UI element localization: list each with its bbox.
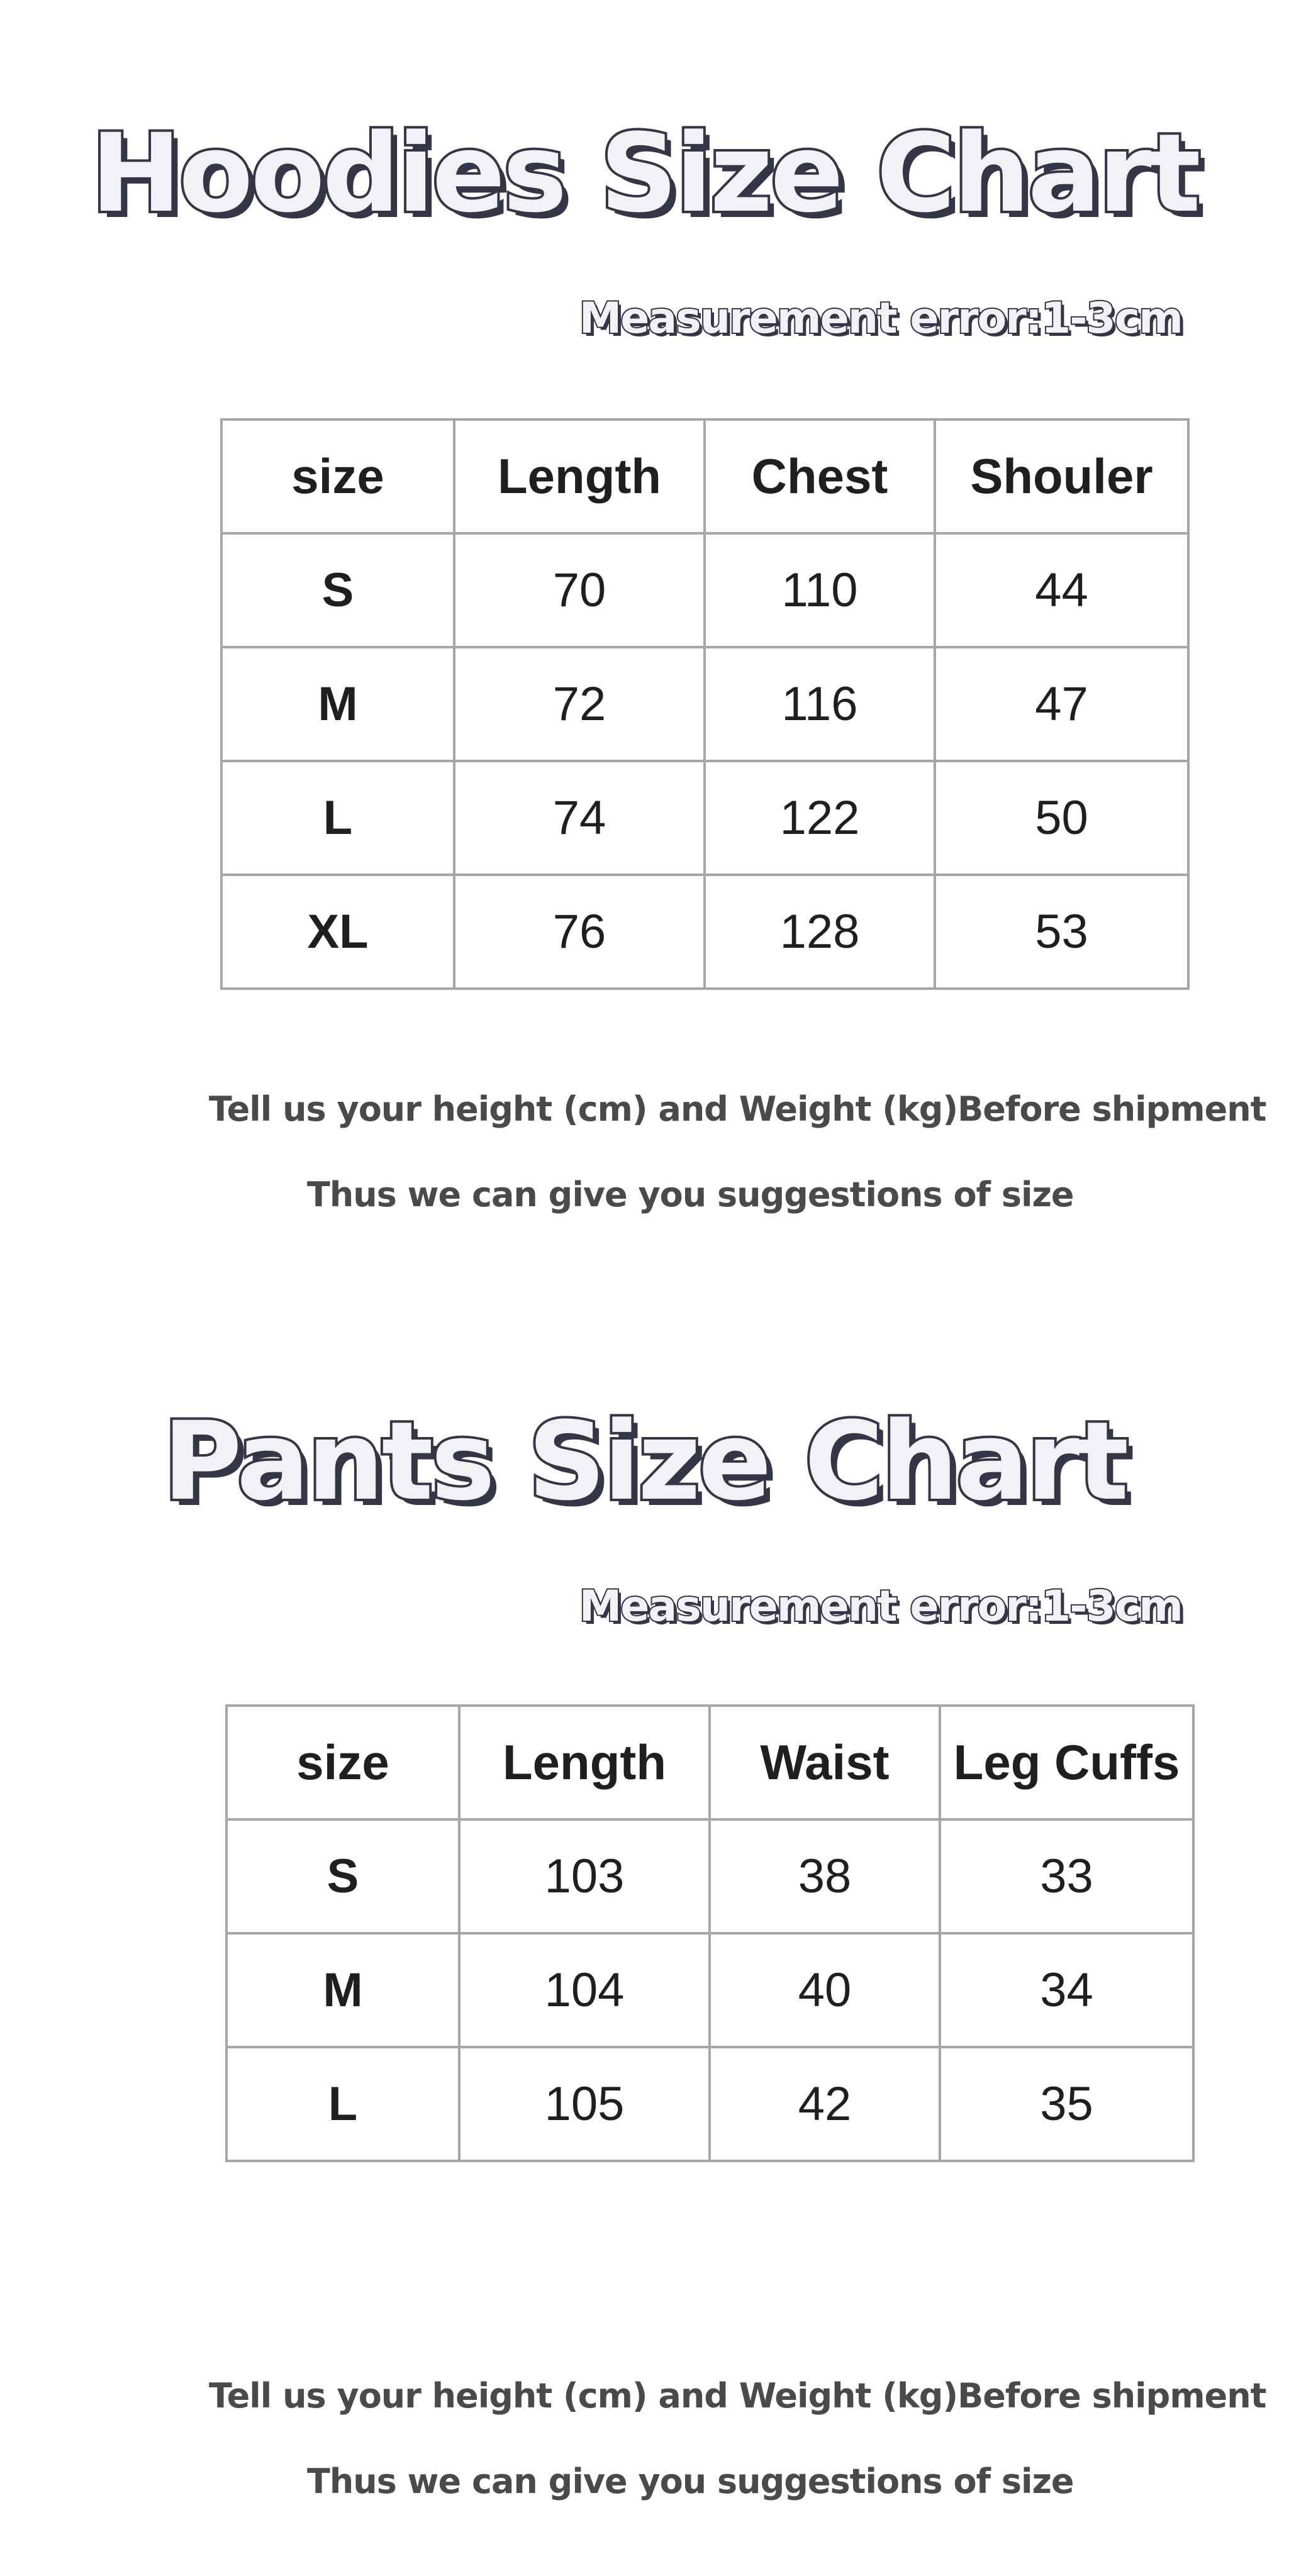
header-cell: Chest	[705, 419, 935, 533]
table-row	[226, 1819, 1193, 1933]
table-header-row	[221, 419, 1188, 533]
hoodies-note-line2: Thus we can give you suggestions of size	[307, 1175, 1074, 1214]
header-cell: Length	[459, 1706, 710, 1819]
shoulder-cell: 50	[935, 761, 1188, 875]
chest-cell: 116	[705, 647, 935, 761]
pants-note-line1: Tell us your height (cm) and Weight (kg)Before shipment	[209, 2376, 1266, 2416]
hoodies-title: Hoodies Size Chart	[91, 110, 1198, 236]
shoulder-cell: 47	[935, 647, 1188, 761]
header-cell: Length	[454, 419, 705, 533]
table-row	[226, 1933, 1193, 2047]
header-cell: Waist	[710, 1706, 940, 1819]
pants-size-table	[225, 1704, 1195, 2162]
length-cell: 103	[459, 1819, 710, 1933]
pants-title: Pants Size Chart	[162, 1398, 1127, 1524]
table-row	[226, 2047, 1193, 2161]
length-cell: 76	[454, 875, 705, 989]
waist-cell: 40	[710, 1933, 940, 2047]
shoulder-cell: 44	[935, 533, 1188, 647]
chest-cell: 128	[705, 875, 935, 989]
size-cell: S	[226, 1819, 459, 1933]
length-cell: 105	[459, 2047, 710, 2161]
length-cell: 74	[454, 761, 705, 875]
table-row	[221, 647, 1188, 761]
hoodies-note-line1: Tell us your height (cm) and Weight (kg)Before shipment	[209, 1089, 1266, 1129]
header-cell: Leg Cuffs	[940, 1706, 1193, 1819]
size-cell: M	[226, 1933, 459, 2047]
length-cell: 70	[454, 533, 705, 647]
size-cell: M	[221, 647, 454, 761]
size-cell: L	[221, 761, 454, 875]
leg-cuffs-cell: 33	[940, 1819, 1193, 1933]
header-cell: size	[221, 419, 454, 533]
hoodies-measurement-note: Measurement error:1-3cm	[579, 294, 1182, 343]
waist-cell: 38	[710, 1819, 940, 1933]
pants-note-line2: Thus we can give you suggestions of size	[307, 2462, 1074, 2501]
pants-measurement-note: Measurement error:1-3cm	[579, 1582, 1182, 1631]
length-cell: 104	[459, 1933, 710, 2047]
size-cell: S	[221, 533, 454, 647]
shoulder-cell: 53	[935, 875, 1188, 989]
chest-cell: 110	[705, 533, 935, 647]
size-cell: L	[226, 2047, 459, 2161]
length-cell: 72	[454, 647, 705, 761]
header-cell: size	[226, 1706, 459, 1819]
table-row	[221, 761, 1188, 875]
leg-cuffs-cell: 35	[940, 2047, 1193, 2161]
chest-cell: 122	[705, 761, 935, 875]
table-row	[221, 875, 1188, 989]
leg-cuffs-cell: 34	[940, 1933, 1193, 2047]
table-header-row	[226, 1706, 1193, 1819]
size-cell: XL	[221, 875, 454, 989]
waist-cell: 42	[710, 2047, 940, 2161]
hoodies-size-table	[220, 418, 1190, 990]
table-row	[221, 533, 1188, 647]
header-cell: Shouler	[935, 419, 1188, 533]
